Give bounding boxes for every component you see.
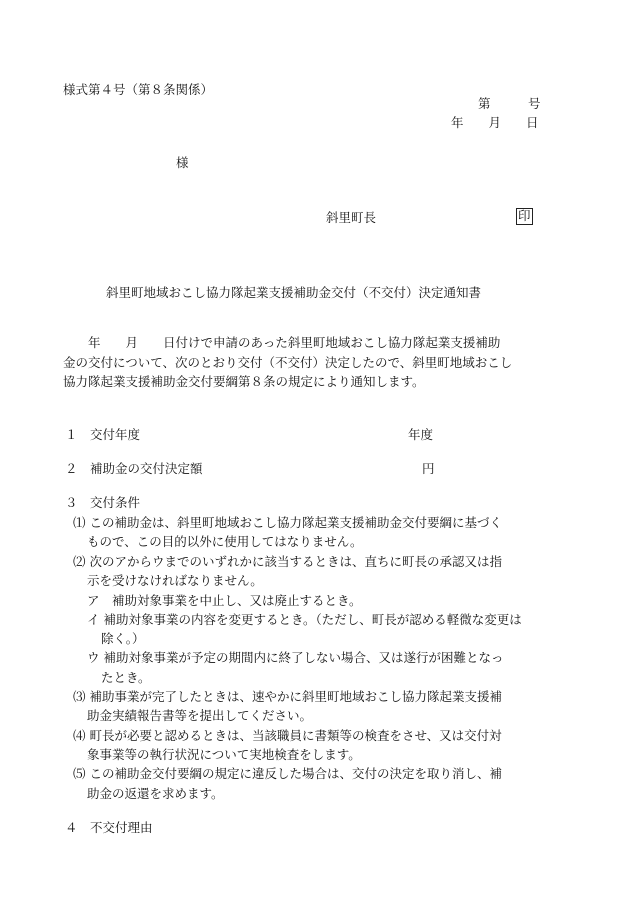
- condition-item: ⑴ この補助金は、斜里町地域おこし協力隊起業支援補助金交付要綱に基づく: [73, 515, 502, 530]
- date-label: 年 月 日: [451, 115, 539, 130]
- non-grant-reason-label: ４ 不交付理由: [65, 820, 153, 835]
- grant-amount-label: ２ 補助金の交付決定額: [65, 461, 203, 476]
- document-title: 斜里町地域おこし協力隊起業支援補助金交付（不交付）決定通知書: [106, 285, 482, 300]
- conditions-heading: ３ 交付条件: [65, 495, 141, 510]
- condition-item: ⑶ 補助事業が完了したときは、速やかに斜里町地域おこし協力隊起業支援補: [73, 689, 502, 704]
- issuer-name: 斜里町長: [326, 210, 377, 225]
- intro-line: 協力隊起業支援補助金交付要綱第８条の規定により通知します。: [63, 374, 425, 389]
- addressee-suffix: 様: [176, 155, 189, 170]
- document-number-label: 第 号: [478, 96, 541, 111]
- sub-item-continuation: たとき。: [101, 670, 151, 685]
- fiscal-year-unit: 年度: [408, 427, 434, 442]
- fiscal-year-label: １ 交付年度: [65, 427, 141, 442]
- condition-item-continuation: 示を受けなければなりません。: [87, 573, 263, 588]
- condition-item-continuation: 助金の返還を求めます。: [87, 786, 224, 801]
- sub-item-u: ウ 補助対象事業が予定の期間内に終了しない場合、又は遂行が困難となっ: [87, 650, 504, 665]
- condition-item-continuation: 助金実績報告書等を提出してください。: [87, 708, 313, 723]
- sub-item-i: イ 補助対象事業の内容を変更するとき。（ただし、町長が認める軽微な変更は: [87, 612, 522, 627]
- condition-item: ⑵ 次のアからウまでのいずれかに該当するときは、直ちに町長の承認又は指: [73, 554, 502, 569]
- intro-line: 年 月 日付けで申請のあった斜里町地域おこし協力隊起業支援補助: [63, 335, 501, 350]
- seal-mark: 印: [518, 208, 531, 223]
- condition-item-continuation: 象事業等の執行状況について実地検査をします。: [87, 747, 361, 762]
- intro-line: 金の交付について、次のとおり交付（不交付）決定したので、斜里町地域おこし: [63, 355, 513, 370]
- condition-item: ⑸ この補助金交付要綱の規定に違反した場合は、交付の決定を取り消し、補: [73, 766, 502, 781]
- sub-item-a: ア 補助対象事業を中止し、又は廃止するとき。: [87, 593, 362, 608]
- condition-item-continuation: もので、この目的以外に使用してはなりません。: [87, 534, 363, 549]
- condition-item: ⑷ 町長が必要と認めるときは、当該職員に書類等の検査をさせ、又は交付対: [73, 728, 502, 743]
- sub-item-continuation: 除く。）: [101, 631, 145, 646]
- grant-amount-unit: 円: [422, 461, 435, 476]
- form-label: 様式第４号（第８条関係）: [63, 82, 214, 97]
